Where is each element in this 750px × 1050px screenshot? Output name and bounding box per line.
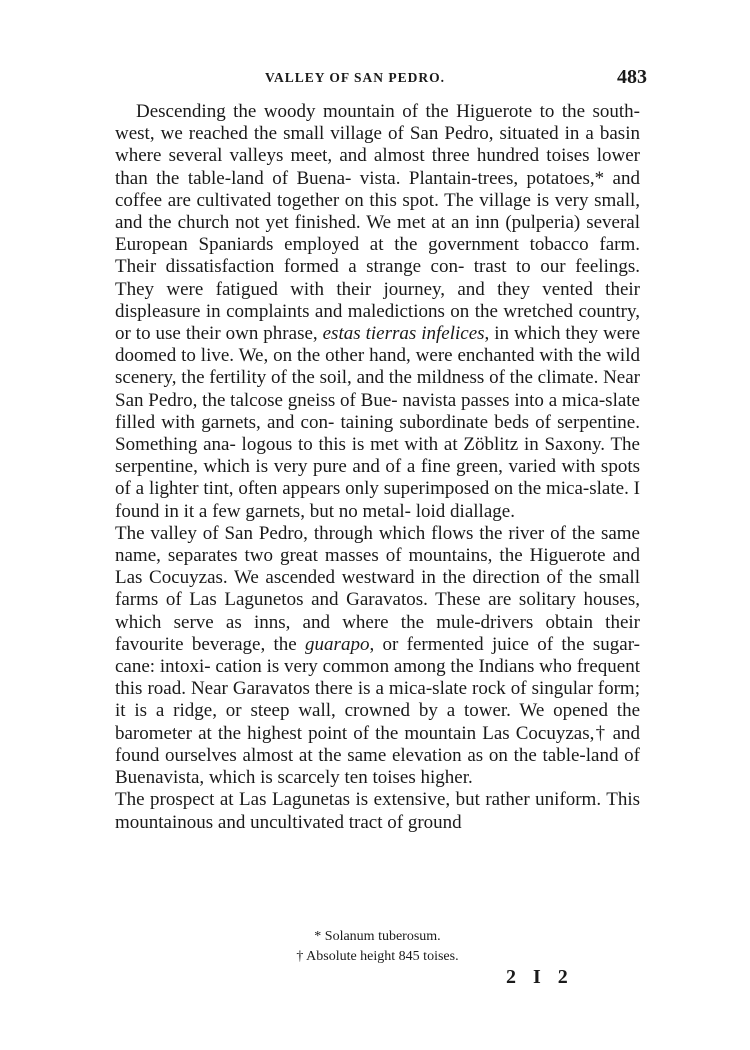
running-head: VALLEY OF SAN PEDRO. <box>265 70 446 85</box>
paragraph-3 <box>115 789 640 833</box>
page-number: 483 <box>617 66 647 88</box>
footnote-2: † Absolute height 845 toises. <box>296 949 459 964</box>
paragraph-2-text-b: , or fermented juice of the sugar-cane: intoxi- cation is very common among the Indians who frequent this road. Near Garavatos there is a mica-slate rock of singular form; it is a ridge, or steep wall, crowned by a tower. We opened the barometer at the highest point of the mountain Las Cocuyzas,† and found ourselves almost at the same elevation as on the table-land of Buenavista, which is scarcely ten toises higher. <box>115 633 640 789</box>
paragraph-1-text-a: Descending the woody mountain of the Higuerote to the south-west, we reached the small village of San Pedro, situated in a basin where several valleys meet, and almost three hundred toises lower than the table-land of Buena- vista. Plantain-trees, potatoes,* and coffee are cultivated together on this spot. The village is very small, and the church not yet finished. We met at an inn (pulperia) several European Spaniards employed at the government tobacco farm. Their dissatisfaction formed a strange con- trast to our feelings. They were fatigued with their journey, and they vented their displeasure in complaints and maledictions on the wretched country, or to use their own phrase, <box>115 101 640 345</box>
paragraph-1-italic-phrase: estas tierras infelices <box>322 323 485 345</box>
paragraph-1 <box>115 101 640 523</box>
footnotes <box>115 927 640 967</box>
paragraph-3-text: The prospect at Las Lagunetas is extensive, but rather uniform. This mountainous and uncultivated tract of ground <box>115 789 640 833</box>
body-text <box>115 101 640 834</box>
paragraph-1-text-b: , in which they were doomed to live. We, on the other hand, were enchanted with the wild scenery, the fertility of the soil, and the mildness of the climate. Near San Pedro, the talcose gneiss of Bue- navista passes into a mica-slate filled with garnets, and con- taining subordinate beds of serpentine. Something ana- logous to this is met with at Zöblitz in Saxony. The serpentine, which is very pure and of a fine green, varied with spots of a lighter tint, often appears only superimposed on the mica-slate. I found in it a few garnets, but no metal- loid diallage. <box>115 323 641 522</box>
signature-mark: 2 I 2 <box>506 966 574 988</box>
page-header <box>115 64 655 94</box>
paragraph-2-text-a: The valley of San Pedro, through which flows the river of the same name, separates two great masses of mountains, the Higuerote and Las Cocuyzas. We ascended westward in the direction of the small farms of Las Lagunetos and Garavatos. These are solitary houses, which serve as inns, and where the mule-drivers obtain their favourite beverage, the <box>115 522 640 655</box>
paragraph-2 <box>115 523 640 789</box>
paragraph-2-italic-word: guarapo <box>305 633 370 655</box>
footnote-1: * Solanum tuberosum. <box>314 929 441 944</box>
